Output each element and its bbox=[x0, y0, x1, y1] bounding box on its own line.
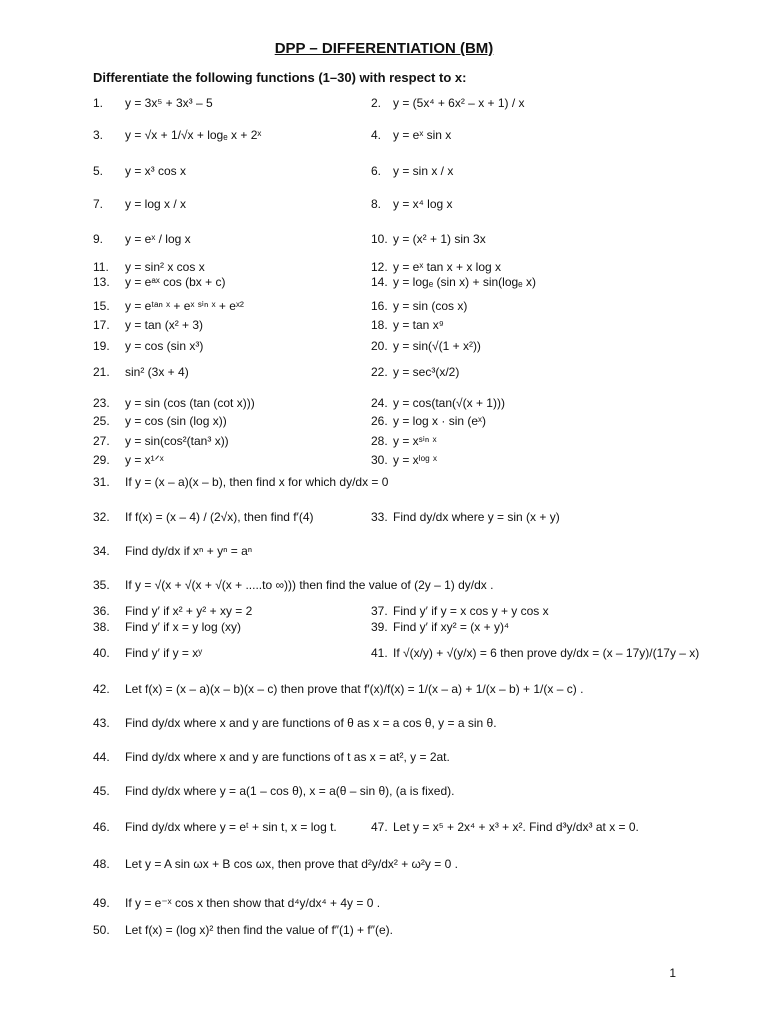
problem-number: 17. bbox=[93, 318, 110, 332]
problem-number: 21. bbox=[93, 365, 110, 379]
problem-text: y = tan x⁹ bbox=[393, 318, 444, 332]
problem-text: y = eᵗᵃⁿ ˣ + eˣ ˢⁱⁿ ˣ + eˣ² bbox=[125, 299, 244, 313]
problem-number: 35. bbox=[93, 578, 110, 592]
problem-number: 48. bbox=[93, 857, 110, 871]
problem-text: y = sin² x cos x bbox=[125, 260, 205, 274]
problem-number: 18. bbox=[371, 318, 388, 332]
problem-number: 23. bbox=[93, 396, 110, 410]
problem-number: 31. bbox=[93, 475, 110, 489]
problem-text: y = √x + 1/√x + logₑ x + 2ˣ bbox=[125, 128, 262, 142]
problem-text: y = x¹ᐟˣ bbox=[125, 453, 164, 467]
problem-number: 50. bbox=[93, 923, 110, 937]
problem-text: y = xˢⁱⁿ ˣ bbox=[393, 434, 437, 448]
problem-text: y = cos (sin x³) bbox=[125, 339, 204, 353]
problem-text: Find dy/dx if xⁿ + yⁿ = aⁿ bbox=[125, 544, 253, 558]
page-title: DPP – DIFFERENTIATION (BM) bbox=[274, 40, 494, 57]
problem-text: Let f(x) = (log x)² then find the value of f″(1) + f″(e). bbox=[125, 923, 393, 937]
problem-number: 9. bbox=[93, 232, 104, 246]
problem-text: y = eᵃˣ cos (bx + c) bbox=[125, 275, 226, 289]
problem-text: If y = e⁻ˣ cos x then show that d⁴y/dx⁴ + 4y = 0 . bbox=[125, 896, 381, 910]
problem-number: 40. bbox=[93, 646, 110, 660]
problem-text: y = sin (cos x) bbox=[393, 299, 468, 313]
problem-number: 2. bbox=[371, 96, 382, 110]
problem-text: y = log x · sin (eˣ) bbox=[393, 414, 486, 428]
problem-text: y = xˡᵒᵍ ˣ bbox=[393, 453, 437, 467]
problem-text: y = sin (cos (tan (cot x))) bbox=[125, 396, 255, 410]
problem-text: y = cos (sin (log x)) bbox=[125, 414, 227, 428]
problem-text: Find y′ if xy² = (x + y)⁴ bbox=[393, 620, 510, 634]
problem-number: 26. bbox=[371, 414, 388, 428]
problem-number: 33. bbox=[371, 510, 388, 524]
problem-number: 28. bbox=[371, 434, 388, 448]
problem-text: Find dy/dx where y = sin (x + y) bbox=[393, 510, 560, 524]
problem-number: 11. bbox=[93, 260, 109, 274]
problem-text: y = sin(√(1 + x²)) bbox=[393, 339, 481, 353]
problem-text: y = x³ cos x bbox=[125, 164, 187, 178]
problem-text: y = (5x⁴ + 6x² – x + 1) / x bbox=[393, 96, 525, 110]
problem-text: y = sin(cos²(tan³ x)) bbox=[125, 434, 229, 448]
problem-text: y = eˣ / log x bbox=[125, 232, 191, 246]
problem-number: 15. bbox=[93, 299, 110, 313]
problem-number: 43. bbox=[93, 716, 110, 730]
problem-text: Find y′ if y = xʸ bbox=[125, 646, 203, 660]
problem-text: y = x⁴ log x bbox=[393, 197, 453, 211]
problem-number: 7. bbox=[93, 197, 104, 211]
problem-text: Find dy/dx where y = a(1 – cos θ), x = a(θ – sin θ), (a is fixed). bbox=[125, 784, 455, 798]
problem-text: y = cos(tan(√(x + 1))) bbox=[393, 396, 505, 410]
problem-text: Find y′ if x² + y² + xy = 2 bbox=[125, 604, 253, 618]
problem-number: 6. bbox=[371, 164, 382, 178]
problem-number: 41. bbox=[371, 646, 388, 660]
problem-number: 25. bbox=[93, 414, 110, 428]
problem-text: y = logₑ (sin x) + sin(logₑ x) bbox=[393, 275, 536, 289]
problem-number: 49. bbox=[93, 896, 110, 910]
problem-number: 3. bbox=[93, 128, 104, 142]
problem-text: Let y = x⁵ + 2x⁴ + x³ + x². Find d³y/dx³ at x = 0. bbox=[393, 820, 639, 834]
problem-text: Find y′ if y = x cos y + y cos x bbox=[393, 604, 549, 618]
problem-text: Let f(x) = (x – a)(x – b)(x – c) then prove that f′(x)/f(x) = 1/(x – a) + 1/(x – b) + 1/(x – c) . bbox=[125, 682, 584, 696]
problem-text: If y = √(x + √(x + √(x + .....to ∞))) then find the value of (2y – 1) dy/dx . bbox=[125, 578, 494, 592]
problem-text: y = sec³(x/2) bbox=[393, 365, 460, 379]
problem-number: 20. bbox=[371, 339, 388, 353]
problem-text: Find dy/dx where y = eᵗ + sin t, x = log t. bbox=[125, 820, 337, 834]
problem-number: 12. bbox=[371, 260, 388, 274]
problem-number: 13. bbox=[93, 275, 110, 289]
problem-number: 44. bbox=[93, 750, 110, 764]
problem-number: 5. bbox=[93, 164, 104, 178]
problem-text: Find dy/dx where x and y are functions of t as x = at², y = 2at. bbox=[125, 750, 450, 764]
problem-number: 14. bbox=[371, 275, 388, 289]
problem-text: If f(x) = (x – 4) / (2√x), then find f′(4) bbox=[125, 510, 314, 524]
problem-number: 42. bbox=[93, 682, 110, 696]
problem-text: y = 3x⁵ + 3x³ – 5 bbox=[125, 96, 213, 110]
problem-number: 39. bbox=[371, 620, 388, 634]
problem-number: 46. bbox=[93, 820, 110, 834]
problem-number: 36. bbox=[93, 604, 110, 618]
problem-number: 32. bbox=[93, 510, 110, 524]
problem-number: 38. bbox=[93, 620, 110, 634]
problem-number: 45. bbox=[93, 784, 110, 798]
problem-text: y = eˣ tan x + x log x bbox=[393, 260, 501, 274]
problem-number: 16. bbox=[371, 299, 388, 313]
problem-number: 47. bbox=[371, 820, 388, 834]
problem-number: 8. bbox=[371, 197, 382, 211]
instructions: Differentiate the following functions (1–30) with respect to x: bbox=[93, 70, 467, 85]
problem-number: 4. bbox=[371, 128, 382, 142]
problem-number: 22. bbox=[371, 365, 388, 379]
problem-text: If y = (x – a)(x – b), then find x for which dy/dx = 0 bbox=[125, 475, 389, 489]
problem-number: 34. bbox=[93, 544, 110, 558]
problem-number: 29. bbox=[93, 453, 110, 467]
problem-text: If √(x/y) + √(y/x) = 6 then prove dy/dx = (x – 17y)/(17y – x) bbox=[393, 646, 700, 660]
problem-number: 19. bbox=[93, 339, 110, 353]
problem-number: 27. bbox=[93, 434, 110, 448]
problem-text: sin² (3x + 4) bbox=[125, 365, 189, 379]
problem-text: y = eˣ sin x bbox=[393, 128, 452, 142]
problem-number: 1. bbox=[93, 96, 104, 110]
problem-text: y = sin x / x bbox=[393, 164, 454, 178]
problem-text: y = tan (x² + 3) bbox=[125, 318, 204, 332]
problem-text: Find dy/dx where x and y are functions of θ as x = a cos θ, y = a sin θ. bbox=[125, 716, 497, 730]
problem-number: 24. bbox=[371, 396, 388, 410]
problem-number: 30. bbox=[371, 453, 388, 467]
problem-text: Let y = A sin ωx + B cos ωx, then prove that d²y/dx² + ω²y = 0 . bbox=[125, 857, 458, 871]
problem-text: Find y′ if x = y log (xy) bbox=[125, 620, 241, 634]
problem-number: 37. bbox=[371, 604, 388, 618]
problem-number: 10. bbox=[371, 232, 388, 246]
problem-text: y = log x / x bbox=[125, 197, 187, 211]
page-number: 1 bbox=[669, 966, 676, 980]
problem-text: y = (x² + 1) sin 3x bbox=[393, 232, 486, 246]
